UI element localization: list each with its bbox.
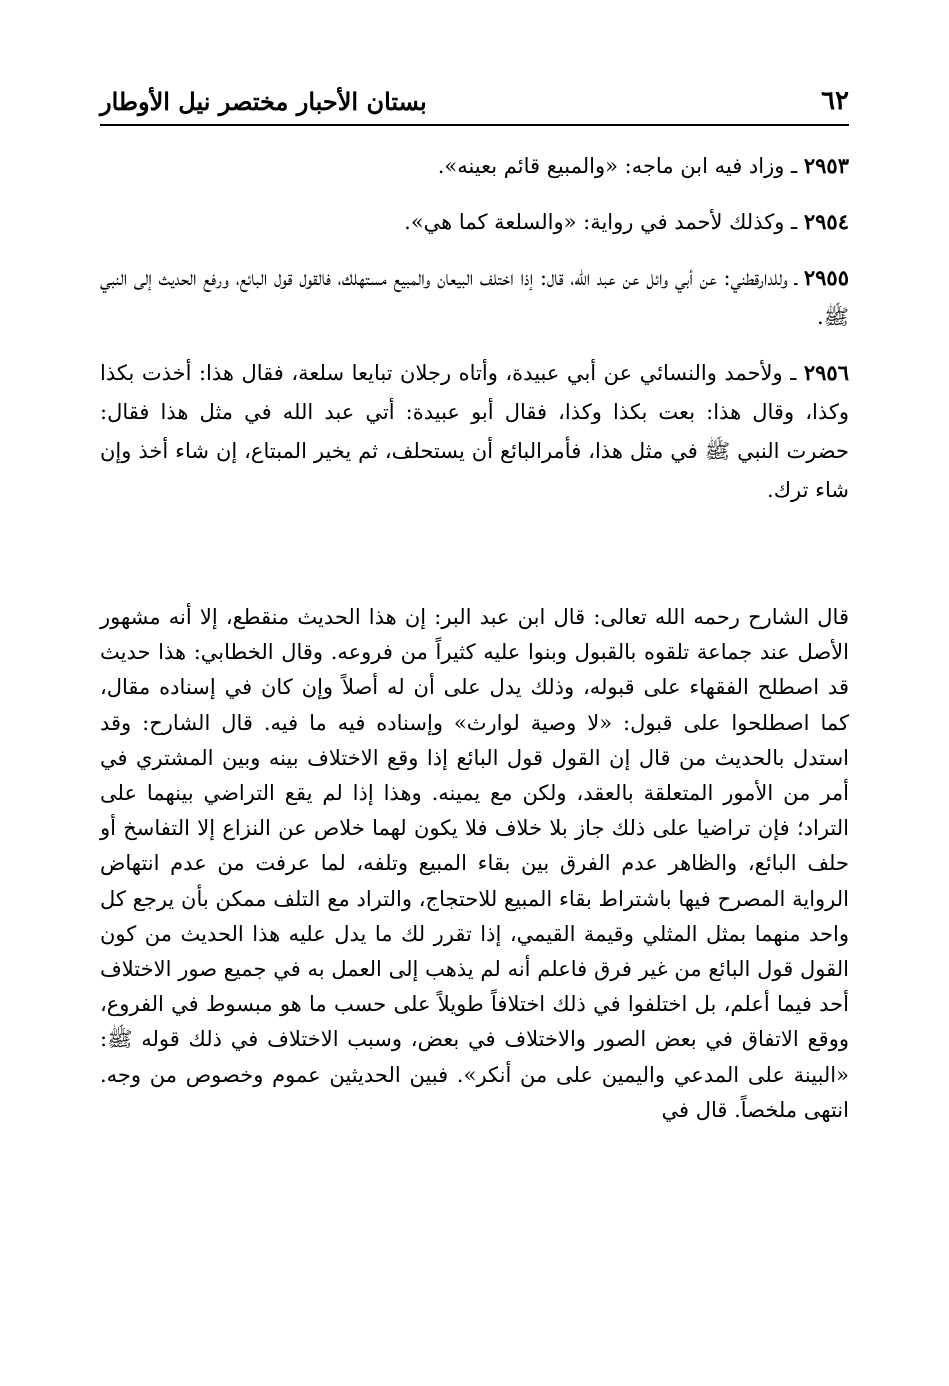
hadith-number: ٢٩٥٣ — [803, 153, 849, 178]
commentary-paragraph: قال الشارح رحمه الله تعالى: قال ابن عبد البر: إن هذا الحديث منقطع، إلا أنه مشهور الأصل عند جماعة تلقوه بالقبول وبنوا عليه كثيراً من فروعه. وقال الخطابي: هذا حديث قد اصطلح الفقهاء على قبوله، وذلك يدل على أن له أصلاً وإن كان في إسناده مقال، كما اصطلحوا على قبول: «لا وصية لوارث» وإسناده فيه ما فيه. قال الشارح: وقد استدل بالحديث من قال إن القول قول البائع إذا وقع الاختلاف بينه وبين المشتري في أمر من الأمور المتعلقة بالعقد، ولكن مع يمينه. وهذا إذا لم يقع التراضي بينهما على التراد؛ فإن تراضيا على ذلك جاز بلا خلاف فلا يكون لهما خلاص عن النزاع إلا التفاسخ أو حلف البائع، والظاهر عدم الفرق بين بقاء المبيع وتلفه، لما عرفت من عدم انتهاض الرواية المصرح فيها باشتراط بقاء المبيع للاحتجاج، والتراد مع التلف ممكن بأن يرجع كل واحد منهما بمثل المثلي وقيمة القيمي، إذا تقرر لك ما يدل عليه هذا الحديث من كون القول قول البائع من غير فرق فاعلم أنه لم يذهب إلى العمل به في جميع صور الاختلاف أحد فيما أعلم، بل اختلفوا في ذلك اختلافاً طويلاً على حسب ما هو مبسوط في الفروع، ووقع الاتفاق في بعض الصور والاختلاف في بعض، وسبب الاختلاف في ذلك قوله ﷺ: «البينة على المدعي واليمين على من أنكر». فبين الحديثين عموم وخصوص من وجه. انتهى ملخصاً. قال في — [100, 605, 849, 1122]
hadith-number: ٢٩٥٦ — [803, 360, 849, 385]
running-title: بستان الأحبار مختصر نيل الأوطار — [100, 86, 427, 116]
hadith-section — [100, 146, 849, 526]
hadith-number: ٢٩٥٥ — [803, 265, 849, 290]
hadith-2954 — [100, 202, 849, 242]
hadith-text: ـ ولأحمد والنسائي عن أبي عبيدة، وأتاه رجلان تبايعا سلعة، فقال هذا: أخذت بكذا وكذا، وقال هذا: بعت بكذا وكذا، فقال أبو عبيدة: أتي عبد الله في مثل هذا فقال: حضرت النبي ﷺ في مثل هذا، فأمرالبائع أن يستحلف، ثم يخير المبتاع، إن شاء أخذ وإن شاء ترك. — [100, 361, 849, 502]
hadith-text: ـ وزاد فيه ابن ماجه: «والمبيع قائم بعينه». — [437, 154, 804, 178]
hadith-2955 — [100, 258, 849, 337]
page-header — [100, 78, 849, 126]
hadith-number: ٢٩٥٤ — [803, 209, 849, 234]
page-number: ٦٢ — [821, 86, 849, 116]
hadith-text: ـ وللدارقطني: عن أبي وائل عن عبد الله، قال: إذا اختلف البيعان والمبيع مستهلك، فالقول قول البائع، ورفع الحديث إلى النبي ﷺ. — [100, 266, 849, 329]
hadith-text: ـ وكذلك لأحمد في رواية: «والسلعة كما هي». — [404, 210, 804, 234]
hadith-2956 — [100, 353, 849, 510]
hadith-2953 — [100, 146, 849, 186]
